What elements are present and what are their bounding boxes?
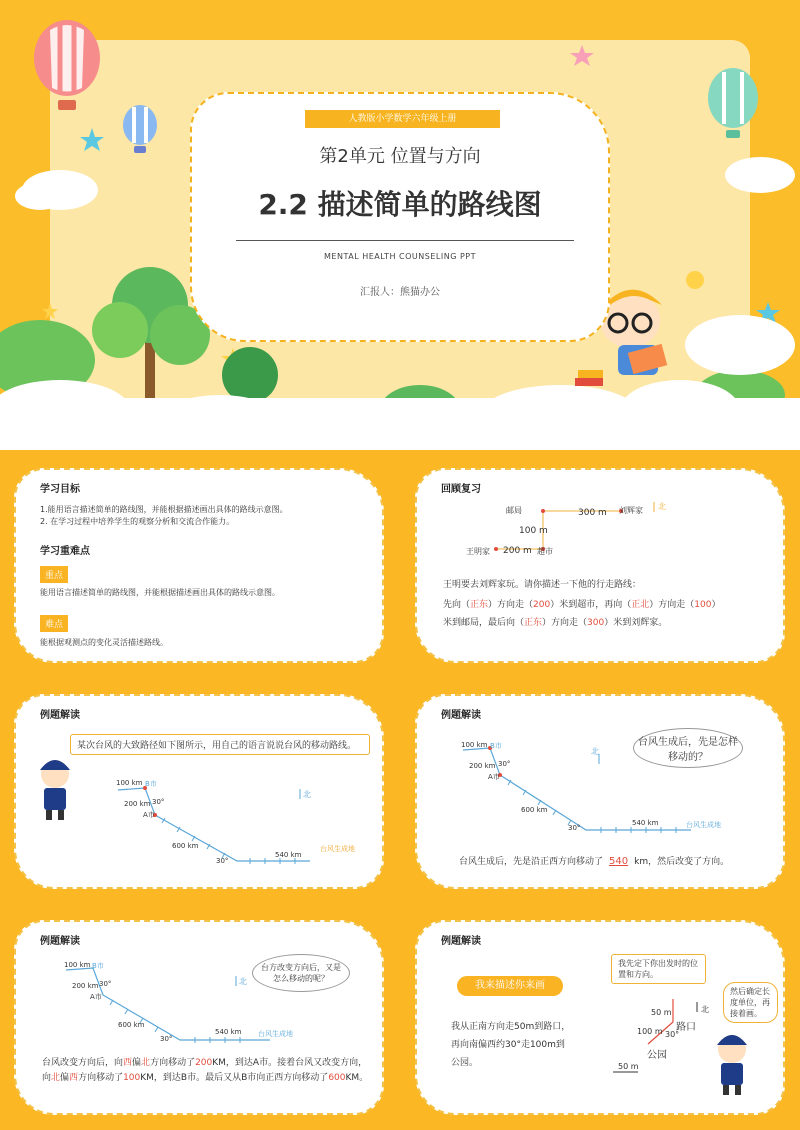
- slide-example-4: [401, 904, 800, 1130]
- label-a-city: A市: [488, 773, 500, 781]
- label-100m: 100 m: [637, 1027, 663, 1036]
- label-a-city: A市: [143, 811, 155, 819]
- label-origin: 台风生成地: [686, 821, 721, 829]
- label-liu-home: 刘辉家: [619, 506, 643, 515]
- label-200km: 200 km: [124, 800, 151, 808]
- label-540km: 540 km: [215, 1028, 242, 1036]
- north-label: 北: [701, 1005, 709, 1014]
- label-30deg: 30°: [498, 760, 511, 768]
- key-point-text: 能用语言描述简单的路线图，并能根据描述画出具体的路线示意图。: [40, 588, 280, 597]
- section-heading-2: 学习重难点: [40, 546, 90, 557]
- instruction-line-1: 我从正南方向走50m到路口，: [451, 1022, 571, 1032]
- question-text: 王明要去刘辉家玩。请你描述一下他的行走路线：: [443, 580, 642, 590]
- label-30deg: 30°: [665, 1030, 680, 1039]
- label-600km: 600 km: [118, 1021, 145, 1029]
- english-subtitle: MENTAL HEALTH COUNSELING PPT: [324, 252, 476, 261]
- answer-text: 台风生成后，先是沿正西方向移动了 540 km，然后改变了方向。: [459, 856, 730, 867]
- instruction-line-3: 公园。: [451, 1058, 479, 1068]
- kid-illustration: [0, 678, 399, 902]
- slide-card: [14, 468, 384, 663]
- label-scale: 50 m: [618, 1062, 639, 1071]
- north-label: 北: [591, 747, 599, 756]
- ground: [0, 398, 800, 450]
- label-park: 公园: [647, 1050, 667, 1061]
- label-30deg: 30°: [99, 980, 112, 988]
- kid-illustration: [401, 904, 800, 1130]
- label-b-city: B市: [490, 742, 502, 750]
- label-30deg-2: 30°: [216, 857, 229, 865]
- question-box: 某次台风的大致路径如下图所示，用自己的语言说说台风的移动路线。: [70, 734, 370, 755]
- label-30deg: 30°: [152, 798, 165, 806]
- balloon-icon-right: [708, 68, 758, 138]
- label-100km: 100 km: [116, 779, 143, 787]
- page-title: 2.2 描述简单的路线图: [258, 188, 542, 221]
- instruction-line-2: 再向南偏西约30°走100m到: [451, 1040, 565, 1050]
- label-post-office: 邮局: [506, 506, 522, 515]
- label-600km: 600 km: [172, 842, 199, 850]
- label-b-city: B市: [145, 780, 157, 788]
- goal-1: 1.能用语言描述简单的路线图，并能根据描述画出具体的路线示意图。: [40, 505, 288, 514]
- slide-example-3: [0, 904, 399, 1130]
- star-icon: [42, 303, 58, 319]
- section-heading: 例题解读: [441, 936, 481, 947]
- label-30deg-2: 30°: [568, 824, 581, 832]
- label-origin: 台风生成地: [258, 1030, 293, 1038]
- unit-title: 第2单元 位置与方向: [319, 146, 481, 167]
- tag-key-point: 重点: [40, 566, 68, 583]
- label-origin: 台风生成地: [320, 845, 355, 853]
- note-box-2: 然后确定长度单位，再接着画。: [723, 982, 778, 1023]
- difficulty-text: 能根据观测点的变化灵活描述路线。: [40, 638, 168, 647]
- answer-line-2: 米到邮局，最后向（正东）方向走（300）米到刘辉家。: [443, 618, 668, 628]
- goal-2: 2. 在学习过程中培养学生的观察分析和交流合作能力。: [40, 517, 235, 526]
- label-540km: 540 km: [275, 851, 302, 859]
- slide-example-2: [401, 678, 800, 902]
- section-heading: 回顾复习: [441, 484, 481, 495]
- label-600km: 600 km: [521, 806, 548, 814]
- label-market: 超市: [537, 547, 553, 556]
- title-divider: [236, 240, 574, 241]
- north-label: 北: [303, 790, 311, 799]
- north-label: 北: [658, 502, 666, 511]
- star-icon: [570, 45, 594, 66]
- speech-bubble: 台方改变方向后，又是怎么移动的呢？: [252, 954, 350, 992]
- label-30deg-2: 30°: [160, 1035, 173, 1043]
- label-a-city: A市: [90, 993, 102, 1001]
- typhoon-path-diagram: [401, 678, 800, 902]
- answer-paragraph: 台风改变方向后，向西偏北方向移动了200KM，到达A市。接着台风又改变方向，向北偏西方向移动了100KM，到达B市。最后又从B市向正西方向移动了600KM。: [42, 1058, 369, 1083]
- label-200km: 200 km: [469, 762, 496, 770]
- grade-badge: 人教版小学数学六年级上册: [305, 110, 500, 128]
- label-100km: 100 km: [64, 961, 91, 969]
- speech-bubble: 台风生成后，先是怎样移动的？: [633, 728, 743, 768]
- section-heading: 学习目标: [40, 484, 80, 495]
- tag-difficulty: 难点: [40, 615, 68, 632]
- section-heading: 例题解读: [40, 710, 80, 721]
- label-100m: 100 m: [519, 526, 548, 536]
- label-50m: 50 m: [651, 1008, 672, 1017]
- label-b-city: B市: [92, 962, 104, 970]
- label-200m: 200 m: [503, 546, 532, 556]
- north-label: 北: [239, 977, 247, 986]
- slide-example-1: [0, 678, 399, 902]
- route-diagram: [401, 452, 800, 676]
- draw-pill: 我来描述你来画: [457, 976, 563, 996]
- section-heading: 例题解读: [40, 936, 80, 947]
- label-100km: 100 km: [461, 741, 488, 749]
- label-wang-home: 王明家: [466, 547, 490, 556]
- typhoon-path-diagram: [0, 904, 399, 1130]
- label-300m: 300 m: [578, 508, 607, 518]
- label-540km: 540 km: [632, 819, 659, 827]
- title-slide: [0, 0, 800, 450]
- answer-line-1: 先向（正东）方向走（200）米到超市，再向（正北）方向走（100）: [443, 600, 721, 610]
- label-200km: 200 km: [72, 982, 99, 990]
- slide-review: [401, 452, 800, 676]
- balloon-icon-large: [34, 20, 100, 110]
- reporter: 汇报人：熊猫办公: [360, 287, 440, 298]
- section-heading: 例题解读: [441, 710, 481, 721]
- slide-learning-goals: [0, 452, 399, 676]
- label-crossing: 路口: [676, 1022, 696, 1033]
- note-box-1: 我先定下你出发时的位置和方向。: [611, 954, 706, 984]
